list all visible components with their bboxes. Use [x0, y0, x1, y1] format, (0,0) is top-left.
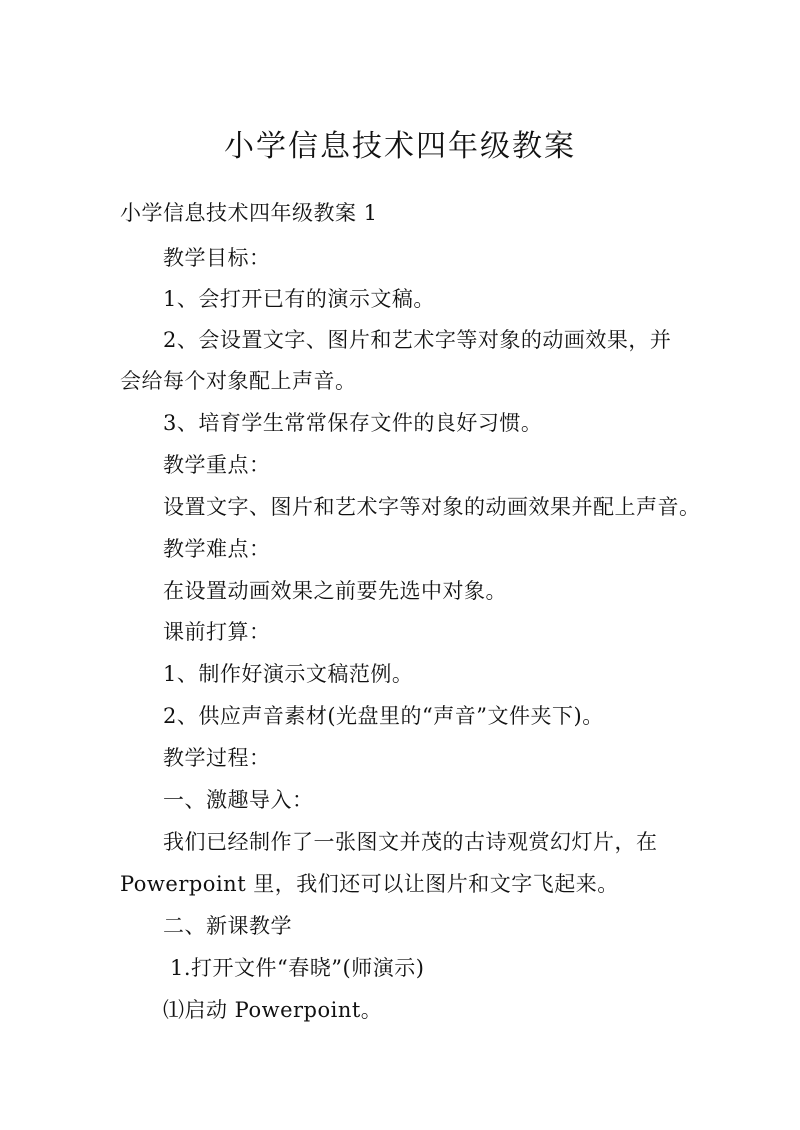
- page-title: 小学信息技术四年级教案: [224, 129, 576, 164]
- paragraph-line: 教学目标：: [163, 246, 271, 270]
- paragraph-line: 在设置动画效果之前要先选中对象。: [163, 579, 507, 603]
- paragraph-line: 设置文字、图片和艺术字等对象的动画效果并配上声音。: [163, 495, 701, 519]
- paragraph-line: 教学重点：: [163, 453, 271, 477]
- paragraph-line: 教学过程：: [163, 746, 271, 770]
- paragraph-line: 一、激趣导入：: [163, 788, 314, 812]
- paragraph-line: 我们已经制作了一张图文并茂的古诗观赏幻灯片，在: [163, 830, 658, 854]
- section-heading: 小学信息技术四年级教案 1: [120, 201, 378, 225]
- paragraph-line: 1、制作好演示文稿范例。: [163, 662, 414, 686]
- paragraph-line: 2、会设置文字、图片和艺术字等对象的动画效果，并: [163, 328, 672, 352]
- paragraph-line: 课前打算：: [163, 620, 271, 644]
- paragraph-line: 教学难点：: [163, 537, 271, 561]
- paragraph-line: 1、会打开已有的演示文稿。: [163, 287, 435, 311]
- paragraph-line: 1.打开文件“春晓”(师演示): [170, 956, 425, 980]
- paragraph-line: 2、供应声音素材(光盘里的“声音”文件夹下)。: [163, 704, 604, 728]
- paragraph-line: Powerpoint 里，我们还可以让图片和文字飞起来。: [120, 872, 619, 896]
- paragraph-line: ⑴启动 Powerpoint。: [163, 998, 383, 1022]
- paragraph-line: 会给每个对象配上声音。: [120, 369, 357, 393]
- paragraph-line: 3、培育学生常常保存文件的良好习惯。: [163, 411, 543, 435]
- paragraph-line: 二、新课教学: [163, 914, 292, 938]
